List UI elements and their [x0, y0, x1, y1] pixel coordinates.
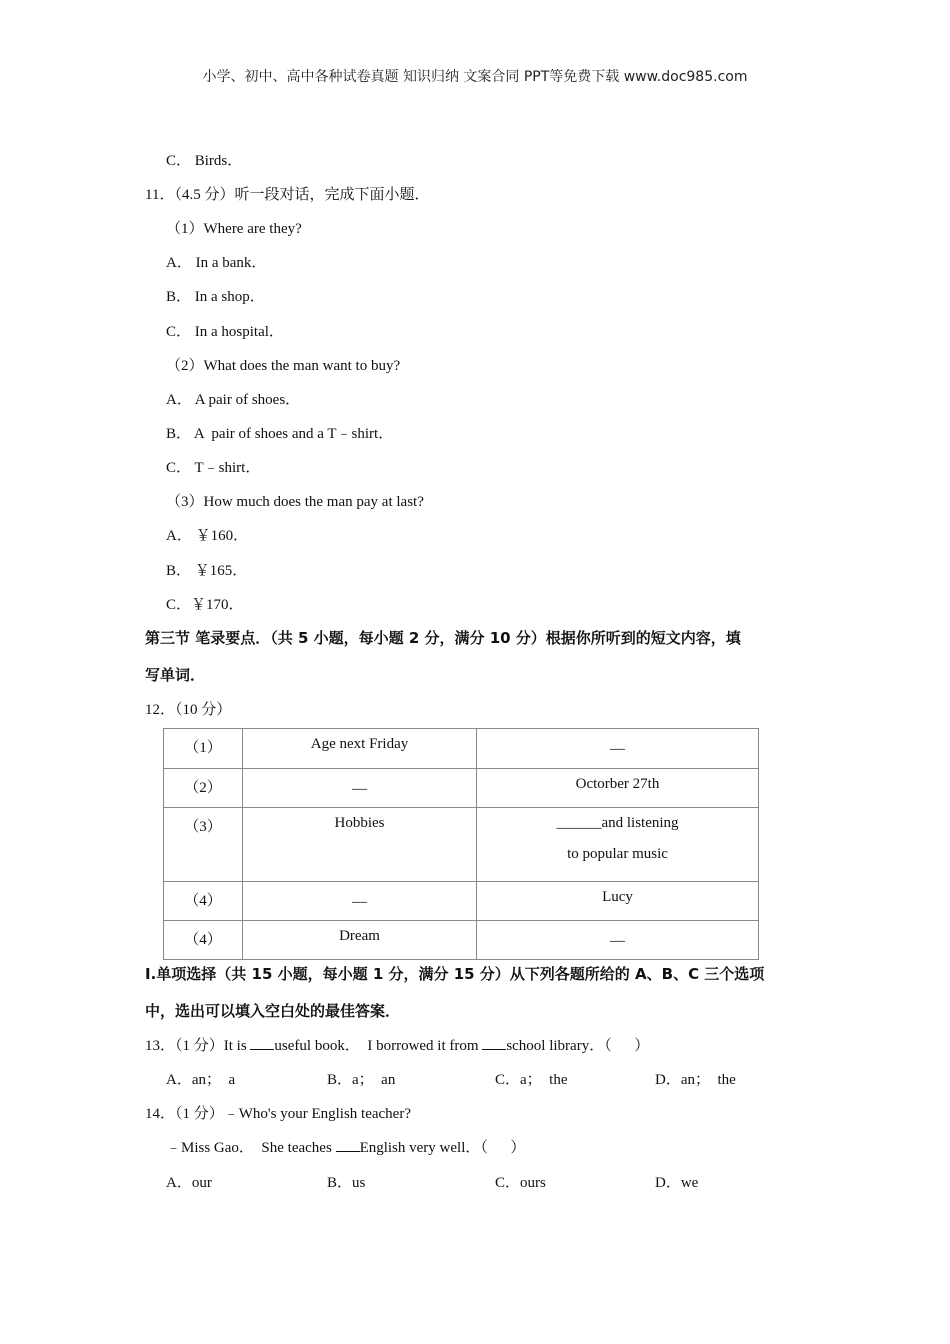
q13-option-a[interactable]: A．an； a [166, 1072, 236, 1088]
row-number: （4） [164, 921, 243, 960]
row-label-blank[interactable]: __ [243, 769, 477, 808]
section3-heading-line2: 写单词． [145, 666, 206, 684]
row-number: （2） [164, 769, 243, 808]
q14-blank[interactable] [336, 1137, 360, 1152]
section-i-heading-line1: I.单项选择（共 15 小题，每小题 1 分，满分 15 分）从下列各题所给的 A、B、C 三个选项 [145, 965, 765, 983]
q14-option-c[interactable]: C．ours [495, 1175, 546, 1191]
q10-option-c: C． Birds． [166, 153, 243, 169]
q13-mid2: school library．（ ） [506, 1038, 650, 1054]
q11-sub1-question: （1）Where are they? [166, 221, 302, 237]
section-i-heading-line2: 中，选出可以填入空白处的最佳答案． [145, 1002, 401, 1020]
q11-sub3-option-a: A． ￥160． [166, 528, 249, 544]
q11-sub3-option-c: C．￥170． [166, 597, 244, 613]
q11-sub2-option-c: C． T﹣shirt． [166, 460, 261, 476]
row-value: Octorber 27th [477, 769, 759, 808]
q14-prefix: ﹣Miss Gao． She teaches [166, 1140, 336, 1156]
q13-option-d[interactable]: D．an； the [655, 1072, 736, 1088]
q13-prefix: 13．（1 分）It is [145, 1038, 251, 1054]
row-number: （3） [164, 808, 243, 882]
row-value-line2: to popular music [567, 846, 668, 862]
row-label: Hobbies [243, 808, 477, 882]
table-row [164, 769, 759, 808]
q11-sub3-question: （3）How much does the man pay at last? [166, 494, 424, 510]
row-value-blank[interactable]: __ [477, 729, 759, 769]
q14-option-a[interactable]: A．our [166, 1175, 212, 1191]
q11-title: 11．（4.5 分）听一段对话，完成下面小题． [145, 187, 430, 203]
page-header: 小学、初中、高中各种试卷真题 知识归纳 文案合同 PPT等免费下载 www.doc985.com [202, 69, 748, 85]
row-label-blank[interactable]: __ [243, 882, 477, 921]
q14-question-line1: 14．（1 分）﹣Who's your English teacher? [145, 1106, 411, 1122]
q13-blank-2[interactable] [482, 1035, 506, 1050]
row-number: （1） [164, 729, 243, 769]
q12-title: 12．（10 分） [145, 702, 232, 718]
row-value[interactable] [477, 808, 759, 882]
q11-sub2-question: （2）What does the man want to buy? [166, 358, 401, 374]
row-label: Age next Friday [243, 729, 477, 769]
table-row [164, 882, 759, 921]
q14-suffix: English very well．（ ） [359, 1140, 526, 1156]
row-value-line1: ______and listening [556, 815, 679, 831]
q13-option-b[interactable]: B．a； an [327, 1072, 396, 1088]
q13-option-c[interactable]: C．a； the [495, 1072, 568, 1088]
q11-sub1-option-b: B． In a shop． [166, 289, 265, 305]
q11-sub2-option-b: B． A pair of shoes and a T﹣shirt． [166, 426, 394, 442]
table-row [164, 808, 759, 882]
q14-question-line2 [166, 1136, 525, 1157]
section3-heading-line1: 第三节 笔录要点．（共 5 小题，每小题 2 分，满分 10 分）根据你所听到的短文内容，填 [145, 629, 741, 647]
q14-option-d[interactable]: D．we [655, 1175, 699, 1191]
q12-notes-table [163, 728, 759, 960]
q14-option-b[interactable]: B．us [327, 1175, 366, 1191]
q13-blank-1[interactable] [250, 1035, 274, 1050]
row-value-blank[interactable]: __ [477, 921, 759, 960]
row-label: Dream [243, 921, 477, 960]
q13-mid1: useful book． I borrowed it from [274, 1038, 483, 1054]
q11-sub3-option-b: B． ￥165． [166, 563, 248, 579]
q11-sub2-option-a: A． A pair of shoes． [166, 392, 301, 408]
q11-sub1-option-c: C． In a hospital． [166, 324, 284, 340]
table-row [164, 921, 759, 960]
q13-question [145, 1034, 649, 1055]
q11-sub1-option-a: A． In a bank． [166, 255, 267, 271]
row-value: Lucy [477, 882, 759, 921]
row-number: （4） [164, 882, 243, 921]
table-row [164, 729, 759, 769]
